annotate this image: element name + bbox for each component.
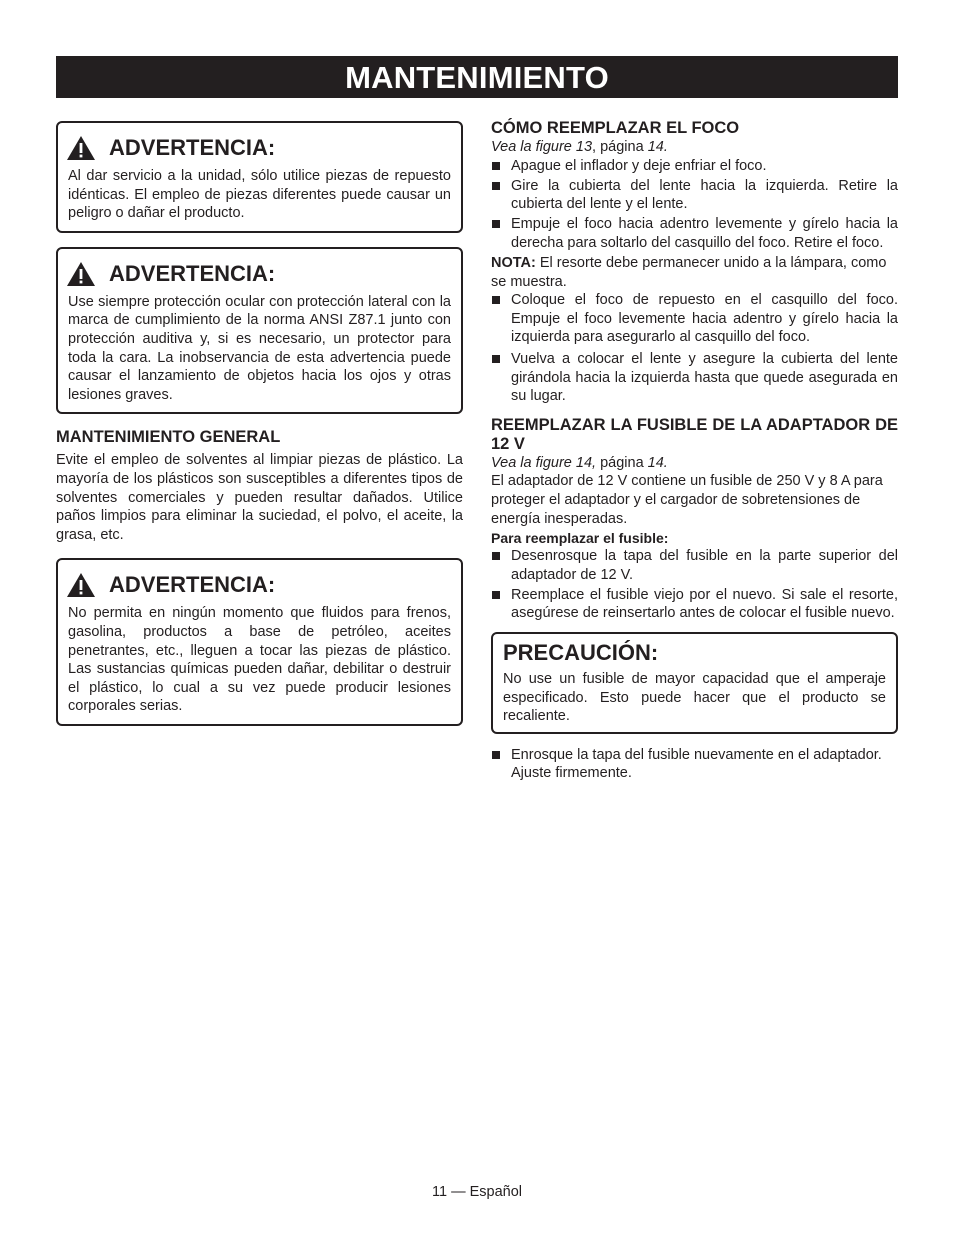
section-heading-foco: CÓMO REEMPLAZAR EL FOCO — [491, 119, 740, 137]
warning-box — [56, 121, 463, 233]
sub-heading: Para reemplazar el fusible: — [491, 530, 669, 547]
fusible-final-list — [491, 746, 898, 783]
warning-header — [66, 261, 451, 287]
figure-reference: Vea la figure 13, página 14. — [491, 139, 668, 155]
list-item: Desenrosque la tapa del fusible en la parte superior del adaptador de 12 V. — [491, 547, 898, 584]
caution-text: No use un fusible de mayor capacidad que el amperaje especificado. Esto puede hacer que el producto se recaliente. — [503, 671, 886, 725]
fusible-paragraph: El adaptador de 12 V contiene un fusible de 250 V y 8 A para proteger el adaptador y el cargador de sobretensiones de energía inesperadas. — [491, 473, 883, 527]
list-item: Apague el inflador y deje enfriar el foco. — [491, 157, 898, 176]
caution-box — [491, 632, 898, 734]
list-item: Vuelva a colocar el lente y asegure la cubierta del lente girándola hacia la izquierda hasta que quede asegurada en su lugar. — [491, 350, 898, 406]
warning-text: Use siempre protección ocular con protección lateral con la marca de cumplimiento de la norma ANSI Z87.1 junto con protección auditiva y, si es necesario, un protector para toda la cara. La inobservancia de esta advertencia puede causar el lanzamiento de objetos hacia los ojos y otras lesiones graves. — [68, 293, 451, 403]
page-title-banner: MANTENIMIENTO — [56, 56, 898, 98]
warning-text: Al dar servicio a la unidad, sólo utilice piezas de repuesto idénticas. El empleo de piezas diferentes puede causar un peligro o dañar el producto. — [68, 168, 451, 222]
section-heading-fusible: REEMPLAZAR LA FUSIBLE DE LA ADAPTADOR DE 12 V — [491, 415, 898, 453]
general-paragraph: Evite el empleo de solventes al limpiar piezas de plástico. La mayoría de los plásticos son susceptibles a diferentes tipos de solventes comerciales y pueden resultar dañados. Utilice paños limpios para eliminar la suciedad, el polvo, el aceite, la grasa, etc. — [56, 452, 463, 543]
caution-title: PRECAUCIÓN: — [503, 640, 659, 666]
section-heading-general: MANTENIMIENTO GENERAL — [56, 428, 281, 447]
list-item: Gire la cubierta del lente hacia la izquierda. Retire la cubierta del lente y el lente. — [491, 177, 898, 214]
foco-steps-list-2 — [491, 291, 898, 406]
warning-header — [66, 135, 451, 161]
warning-triangle-icon — [66, 261, 96, 287]
figure-reference: Vea la figure 14, página 14. — [491, 454, 668, 471]
warning-triangle-icon — [66, 135, 96, 161]
note-paragraph: NOTA: El resorte debe permanecer unido a la lámpara, como se muestra. — [491, 255, 887, 290]
warning-triangle-icon — [66, 572, 96, 598]
warning-title: ADVERTENCIA: — [109, 135, 276, 160]
list-item: Enrosque la tapa del fusible nuevamente en el adaptador. Ajuste firmemente. — [491, 746, 898, 783]
list-item: Coloque el foco de repuesto en el casquillo del foco. Empuje el foco levemente hacia adentro y gírelo hacia la izquierda para asegurarlo al casquillo del foco. — [491, 291, 898, 347]
list-item: Empuje el foco hacia adentro levemente y gírelo hacia la derecha para soltarlo del casquillo del foco. Retire el foco. — [491, 215, 898, 252]
warning-box — [56, 558, 463, 726]
warning-text: No permita en ningún momento que fluidos para frenos, gasolina, productos a base de petróleo, aceites penetrantes, etc., lleguen a tocar las piezas de plástico. Las sustancias químicas pueden dañar, debilitar o destruir el plástico, lo cual a su vez puede producir lesiones corporales serias. — [68, 605, 451, 715]
warning-header — [66, 572, 451, 598]
fusible-steps-list — [491, 547, 898, 623]
warning-box — [56, 247, 463, 415]
page-footer: 11 — Español — [431, 1184, 522, 1200]
right-column — [491, 119, 898, 785]
list-item: Reemplace el fusible viejo por el nuevo. Si sale el resorte, asegúrese de reinsertarlo antes de colocar el fusible nuevo. — [491, 586, 898, 623]
warning-title: ADVERTENCIA: — [109, 260, 276, 286]
left-column — [56, 121, 463, 740]
warning-title: ADVERTENCIA: — [109, 572, 276, 598]
foco-steps-list — [491, 157, 898, 253]
